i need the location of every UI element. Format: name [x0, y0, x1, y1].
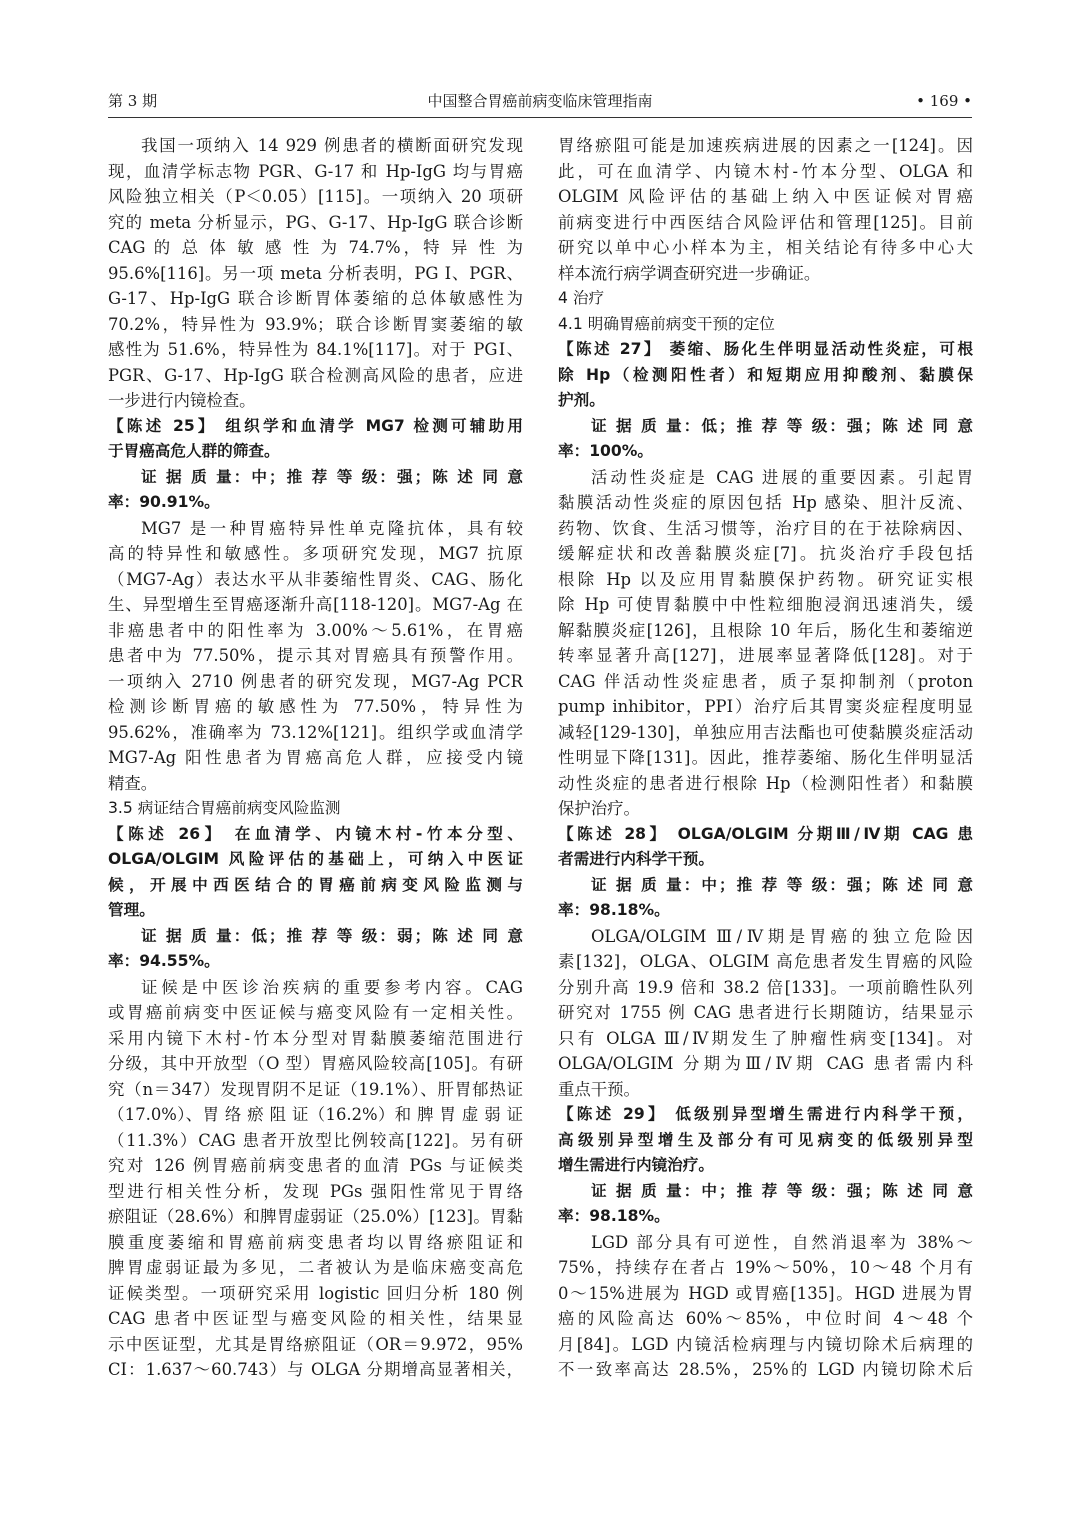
text-line: 我国一项纳入 14 929 例患者的横断面研究发现 [141, 136, 523, 155]
text-line: G-17、Hp-IgG 联合诊断胃体萎缩的总体敏感性为 [108, 289, 523, 308]
text-line: CAG 患者中医证型与癌变风险的相关性，结果显 [108, 1309, 523, 1328]
text-line: 只有 OLGA Ⅲ/Ⅳ期发生了肿瘤性病变[134]。对 [558, 1028, 973, 1048]
text-line: 月[84]。LGD 内镜活检病理与内镜切除术后病理的 [558, 1334, 973, 1354]
text-line: OLGA/OLGIM 风险评估的基础上，可纳入中医证 [108, 850, 523, 868]
text-line: 风险独立相关（P＜0.05）[115]。一项纳入 20 项研 [108, 187, 523, 206]
text-line: 【陈述 27】 萎缩、肠化生伴明显活动性炎症，可根 [558, 340, 973, 358]
text-line: 于胃癌高危人群的筛查。 [108, 442, 280, 460]
text-line: 不一致率高达 28.5%，25%的 LGD 内镜切除术后 [558, 1360, 973, 1379]
text-line: 素[132]，OLGA、OLGIM 高危患者发生胃癌的风险 [558, 952, 973, 971]
text-line: 分别升高 19.9 倍和 38.2 倍[133]。一项前瞻性队列 [558, 977, 973, 997]
text-line: PGR、G-17、Hp-IgG 联合检测高风险的患者，应进 [108, 365, 523, 385]
text-line: 除 Hp 可使胃黏膜中中性粒细胞浸润迅速消失，缓 [558, 595, 973, 614]
text-line: 分级，其中开放型（O 型）胃癌风险较高[105]。有研 [108, 1054, 523, 1073]
text-line: 前病变进行中西医结合风险评估和管理[125]。目前 [558, 212, 973, 232]
page-number: • 169 • [916, 92, 972, 110]
text-line: 精查。 [108, 773, 158, 793]
text-line: 护剂。 [558, 391, 605, 409]
text-line: 率：100%。 [558, 442, 653, 460]
text-line: 75%，持续存在者占 19%～50%，10～48 个月有 [558, 1258, 973, 1277]
text-line: 率：98.18%。 [558, 1207, 670, 1225]
text-line: CAG 的 总 体 敏 感 性 为 74.7%，特 异 性 为 [108, 238, 523, 257]
text-line: 现，血清学标志物 PGR、G-17 和 Hp-IgG 均与胃癌 [108, 161, 523, 181]
left-column [108, 133, 523, 1383]
text-line: 示中医证型，尤其是胃络瘀阻证（OR＝9.972，95% [108, 1334, 523, 1354]
text-line: 患者中为 77.50%，提示其对胃癌具有预警作用。 [108, 646, 523, 665]
text-line: 性明显下降[131]。因此，推荐萎缩、肠化生伴明显活 [558, 748, 973, 767]
text-line: CAG 伴活动性炎症患者，质子泵抑制剂（proton [558, 671, 973, 691]
text-line: 减轻[129-130]，单独应用吉法酯也可使黏膜炎症活动 [558, 722, 973, 742]
text-line: 【陈述 28】 OLGA/OLGIM 分期Ⅲ/Ⅳ期 CAG 患 [558, 824, 973, 843]
text-line: 0～15%进展为 HGD 或胃癌[135]。HGD 进展为胃 [558, 1283, 973, 1303]
text-line: 或胃癌前病变中医证候与癌变风险有一定相关性。 [108, 1003, 523, 1022]
text-line: 胃络瘀阻可能是加速疾病进展的因素之一[124]。因 [558, 136, 973, 155]
text-line: 除 Hp（检测阳性者）和短期应用抑酸剂、黏膜保 [558, 365, 973, 384]
text-line: 率：94.55%。 [108, 952, 220, 970]
text-line: 证 据 质 量：中；推 荐 等 级：强；陈 述 同 意 [141, 467, 523, 486]
text-line: 究（n＝347）发现胃阴不足证（19.1%）、肝胃郁热证 [108, 1079, 523, 1099]
text-line: 【陈述 29】 低级别异型增生需进行内科学干预， [558, 1105, 973, 1123]
right-column [558, 133, 973, 1383]
text-line: 动性炎症的患者进行根除 Hp（检测阳性者）和黏膜 [558, 773, 973, 793]
text-line: 型进行相关性分析，发现 PGs 强阳性常见于胃络 [108, 1181, 523, 1201]
text-line: 管理。 [108, 901, 155, 919]
text-line: 【陈述 26】 在血清学、内镜木村-竹本分型、 [108, 824, 523, 843]
text-line: 黏膜活动性炎症的原因包括 Hp 感染、胆汁反流、 [558, 493, 973, 512]
text-line: 瘀阻证（28.6%）和脾胃虚弱证（25.0%）[123]。胃黏 [108, 1207, 523, 1226]
text-line: OLGA/OLGIM 分期为Ⅲ/Ⅳ期 CAG 患者需内科 [558, 1054, 973, 1073]
text-line: MG7 是一种胃癌特异性单克隆抗体，具有较 [141, 518, 523, 538]
text-line: pump inhibitor，PPI）治疗后其胃窦炎症程度明显 [558, 697, 973, 716]
text-line: 样本流行病学调查研究进一步确证。 [558, 263, 821, 283]
text-line: 证 据 质 量：中；推 荐 等 级：强；陈 述 同 意 [591, 1181, 973, 1200]
text-line: 一项纳入 2710 例患者的研究发现，MG7-Ag PCR [108, 671, 523, 691]
text-line: 者需进行内科学干预。 [558, 850, 714, 868]
text-line: 活动性炎症是 CAG 进展的重要因素。引起胃 [591, 467, 973, 487]
text-line: 根除 Hp 以及应用胃黏膜保护药物。研究证实根 [558, 569, 973, 589]
journal-title: 中国整合胃癌前病变临床管理指南 [427, 92, 653, 110]
text-line: 脾胃虚弱证最为多见，二者被认为是临床癌变高危 [108, 1258, 523, 1277]
text-line: 【陈述 25】 组织学和血清学 MG7 检测可辅助用 [108, 416, 523, 435]
text-line: （17.0%）、胃 络 瘀 阻 证（16.2%）和 脾 胃 虚 弱 证 [108, 1105, 523, 1124]
text-line: （11.3%）CAG 患者开放型比例较高[122]。另有研 [108, 1130, 523, 1150]
text-line: 高的特异性和敏感性。多项研究发现，MG7 抗原 [108, 544, 523, 563]
text-line: 保护治疗。 [558, 799, 640, 818]
text-line: 70.2%，特异性为 93.9%；联合诊断胃窦萎缩的敏 [108, 314, 523, 334]
running-header [108, 88, 972, 114]
text-line: 转率显著升高[127]，进展率显著降低[128]。对于 [558, 646, 973, 665]
text-line: 增生需进行内镜治疗。 [558, 1156, 714, 1174]
text-line: 率：98.18%。 [558, 901, 670, 919]
text-line: 4 治疗 [558, 289, 605, 307]
text-line: 究的 meta 分析显示，PG、G-17、Hp-IgG 联合诊断 [108, 212, 523, 232]
text-line: 膜重度萎缩和胃癌前病变患者均以胃络瘀阻证和 [108, 1232, 523, 1252]
text-line: 95.6%[116]。另一项 meta 分析表明，PG Ⅰ、PGR、 [108, 263, 523, 283]
text-line: 研究对 1755 例 CAG 患者进行长期随访，结果显示 [558, 1003, 973, 1022]
issue-number: 第 3 期 [108, 92, 158, 110]
text-line: MG7-Ag 阳性患者为胃癌高危人群，应接受内镜 [108, 748, 523, 767]
text-line: 癌的风险高达 60%～85%，中位时间 4～48 个 [558, 1309, 973, 1328]
text-line: （MG7-Ag）表达水平从非萎缩性胃炎、CAG、肠化 [108, 569, 523, 589]
text-line: 证候类型。一项研究采用 logistic 回归分析 180 例 [108, 1283, 523, 1303]
text-line: 证候是中医诊治疾病的重要参考内容。CAG [141, 977, 523, 997]
text-line: CI：1.637～60.743）与 OLGA 分期增高显著相关， [108, 1360, 523, 1379]
text-line: 非癌患者中的阳性率为 3.00%～5.61%，在胃癌 [108, 620, 523, 640]
text-line: 药物、饮食、生活习惯等，治疗目的在于祛除病因、 [558, 518, 973, 538]
text-line: 解黏膜炎症[126]，且根除 10 年后，肠化生和萎缩逆 [558, 620, 973, 640]
text-line: 一步进行内镜检查。 [108, 391, 256, 410]
text-line: 3.5 病证结合胃癌前病变风险监测 [108, 799, 341, 817]
text-line: 4.1 明确胃癌前病变干预的定位 [558, 314, 775, 333]
text-line: 缓解症状和改善黏膜炎症[7]。抗炎治疗手段包括 [558, 544, 973, 563]
text-line: 检测诊断胃癌的敏感性为 77.50%，特异性为 [108, 697, 523, 716]
text-line: 研究以单中心小样本为主，相关结论有待多中心大 [558, 238, 973, 257]
text-line: 感性为 51.6%，特异性为 84.1%[117]。对于 PGⅠ、 [108, 340, 523, 359]
header-rule [108, 117, 972, 118]
text-line: OLGA/OLGIM Ⅲ/Ⅳ期是胃癌的独立危险因 [591, 926, 973, 946]
text-line: 证 据 质 量：低；推 荐 等 级：弱；陈 述 同 意 [141, 926, 523, 945]
text-line: 此，可在血清学、内镜木村-竹本分型、OLGA 和 [558, 161, 973, 181]
text-line: 率：90.91%。 [108, 493, 220, 511]
text-line: 高级别异型增生及部分有可见病变的低级别异型 [558, 1130, 973, 1149]
text-line: 究对 126 例胃癌前病变患者的血清 PGs 与证候类 [108, 1156, 523, 1175]
text-line: 采用内镜下木村-竹本分型对胃黏膜萎缩范围进行 [108, 1028, 523, 1048]
text-line: 重点干预。 [558, 1079, 640, 1099]
text-line: LGD 部分具有可逆性，自然消退率为 38%～ [591, 1232, 973, 1252]
text-line: 证 据 质 量：中；推 荐 等 级：强；陈 述 同 意 [591, 875, 973, 894]
text-line: 生、异型增生至胃癌逐渐升高[118-120]。MG7-Ag 在 [108, 595, 523, 614]
text-line: 证 据 质 量：低；推 荐 等 级：强；陈 述 同 意 [591, 416, 973, 435]
text-line: 候，开展中西医结合的胃癌前病变风险监测与 [108, 875, 523, 894]
text-line: OLGIM 风险评估的基础上纳入中医证候对胃癌 [558, 187, 973, 206]
text-line: 95.62%，准确率为 73.12%[121]。组织学或血清学 [108, 722, 523, 742]
